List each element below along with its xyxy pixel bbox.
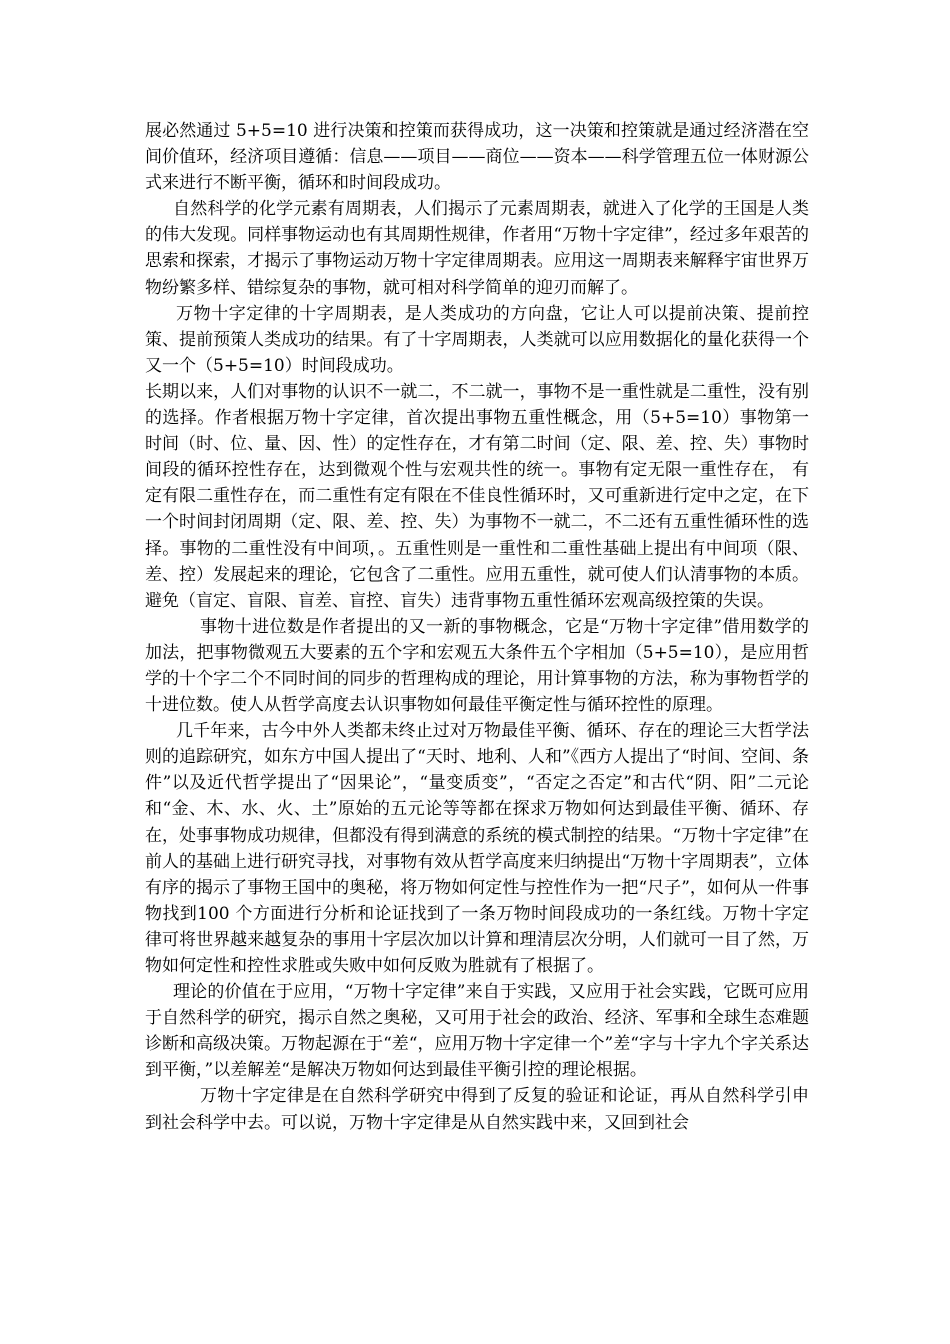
- paragraph-6: 几千年来，古今中外人类都未终止过对万物最佳平衡、循环、存在的理论三大哲学法则的追踪研究，如东方中国人提出了“天时、地利、人和”《西方人提出了“时间、空间、条件”以及近代哲学提出了“因果论”，“量变质变”，“否定之否定”和古代“阴、阳”二元论和“金、木、水、火、土”原始的五元论等等都在探求万物如何达到最佳平衡、循环、存在，处事事物成功规律，但都没有得到满意的系统的模式制控的结果。“万物十字定律”在前人的基础上进行研究寻找，对事物有效从哲学高度来归纳提出“万物十字周期表”，立体有序的揭示了事物王国中的奥秘，将万物如何定性与控性作为一把“尺子”，如何从一件事物找到100 个方面进行分析和论证找到了一条万物时间段成功的一条红线。万物十字定律可将世界越来越复杂的事用十字层次加以计算和理清层次分明，人们就可一目了然，万物如何定性和控性求胜或失败中如何反败为胜就有了根据了。: [145, 721, 809, 976]
- paragraph-1: 展必然通过 5+5=10 进行决策和控策而获得成功，这一决策和控策就是通过经济潜在空间价值环，经济项目遵循：信息——项目——商位——资本——科学管理五位一体财源公式来进行不断平衡，循环和时间段成功。: [145, 121, 809, 194]
- document-body: [145, 118, 809, 1136]
- paragraph-8: 万物十字定律是在自然科学研究中得到了反复的验证和论证，再从自然科学引申到社会科学中去。可以说，万物十字定律是从自然实践中来，又回到社会: [145, 1086, 809, 1133]
- paragraph-7: 理论的价值在于应用，“万物十字定律”来自于实践，又应用于社会实践，它既可应用于自然科学的研究，揭示自然之奥秘，又可用于社会的政治、经济、军事和全球生态难题诊断和高级决策。万物起源在于“差“，应用万物十字定律一个”差“字与十字九个字关系达到平衡，”以差解差“是解决万物如何达到最佳平衡引控的理论根据。: [145, 982, 809, 1081]
- paragraph-4: 长期以来，人们对事物的认识不一就二，不二就一，事物不是一重性就是二重性，没有别的选择。作者根据万物十字定律，首次提出事物五重性概念，用（5+5=10）事物第一时间（时、位、量、因、性）的定性存在，才有第二时间（定、限、差、控、失）事物时间段的循环控性存在，达到微观个性与宏观共性的统一。事物有定无限一重性存在， 有定有限二重性存在，而二重性有定有限在不佳良性循环时，又可重新进行定中之定，在下一个时间封闭周期（定、限、差、控、失）为事物不一就二，不二还有五重性循环性的选择。事物的二重性没有中间项，。五重性则是一重性和二重性基础上提出有中间项（限、差、控）发展起来的理论，它包含了二重性。应用五重性，就可使人们认清事物的本质。避免（盲定、盲限、盲差、盲控、盲失）违背事物五重性循环宏观高级控策的失误。: [145, 381, 809, 611]
- paragraph-3: 万物十字定律的十字周期表，是人类成功的方向盘，它让人可以提前决策、提前控策、提前预策人类成功的结果。有了十字周期表，人类就可以应用数据化的量化获得一个又一个（5+5=10）时间段成功。: [145, 303, 809, 376]
- paragraph-2: 自然科学的化学元素有周期表，人们揭示了元素周期表，就进入了化学的王国是人类的伟大发现。同样事物运动也有其周期性规律，作者用“万物十字定律”，经过多年艰苦的思索和探索，才揭示了事物运动万物十字定律周期表。应用这一周期表来解释宇宙世界万物纷繁多样、错综复杂的事物，就可相对科学简单的迎刃而解了。: [145, 199, 809, 298]
- paragraph-5: 事物十进位数是作者提出的又一新的事物概念，它是“万物十字定律”借用数学的加法，把事物微观五大要素的五个字和宏观五大条件五个字相加（5+5=10），是应用哲学的十个字二个不同时间的同步的哲理构成的理论，用计算事物的方法，称为事物哲学的十进位数。使人从哲学高度去认识事物如何最佳平衡定性与循环控性的原理。: [145, 616, 809, 716]
